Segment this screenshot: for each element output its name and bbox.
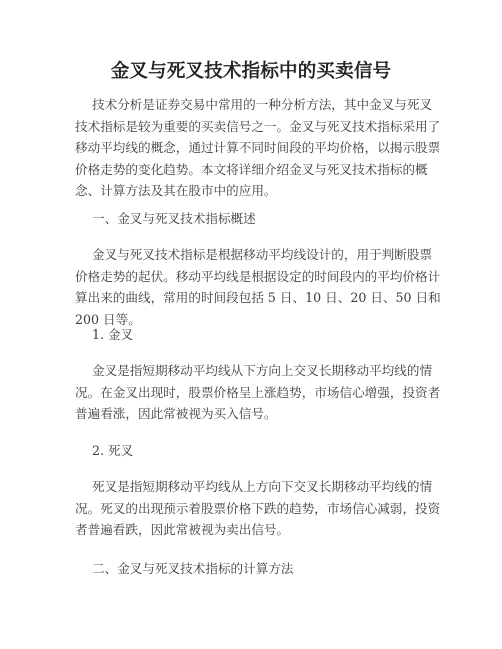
section-1-heading: 一、金叉与死叉技术指标概述: [92, 211, 256, 226]
subsection-golden-cross-paragraph: 金叉是指短期移动平均线从下方向上交叉长期移动平均线的情况。在金叉出现时，股票价格呈上涨趋势，市场信心增强，投资者普遍看涨，因此常被视为买入信号。: [75, 363, 441, 421]
subsection-golden-cross-heading: 1. 金叉: [92, 327, 134, 342]
subsection-death-cross-paragraph: 死叉是指短期移动平均线从上方向下交叉长期移动平均线的情况。死叉的出现预示着股票价格下跌的趋势，市场信心减弱，投资者普遍看跌，因此常被视为卖出信号。: [75, 479, 441, 537]
document-title: 金叉与死叉技术指标中的买卖信号: [110, 61, 392, 82]
section-1-paragraph: 金叉与死叉技术指标是根据移动平均线设计的，用于判断股票价格走势的起伏。移动平均线是根据设定的时间段内的平均价格计算出来的曲线，常用的时间段包括 5 日、10 日、20 日、50 日和 200 日等。: [75, 247, 441, 327]
subsection-death-cross-heading: 2. 死叉: [92, 443, 134, 458]
intro-paragraph: 技术分析是证券交易中常用的一种分析方法，其中金叉与死叉技术指标是较为重要的买卖信号之一。金叉与死叉技术指标采用了移动平均线的概念，通过计算不同时间段的平均价格，以揭示股票价格走势的变化趋势。本文将详细介绍金叉与死叉技术指标的概念、计算方法及其在股市中的应用。: [75, 97, 441, 198]
section-2-heading: 二、金叉与死叉技术指标的计算方法: [92, 561, 294, 576]
